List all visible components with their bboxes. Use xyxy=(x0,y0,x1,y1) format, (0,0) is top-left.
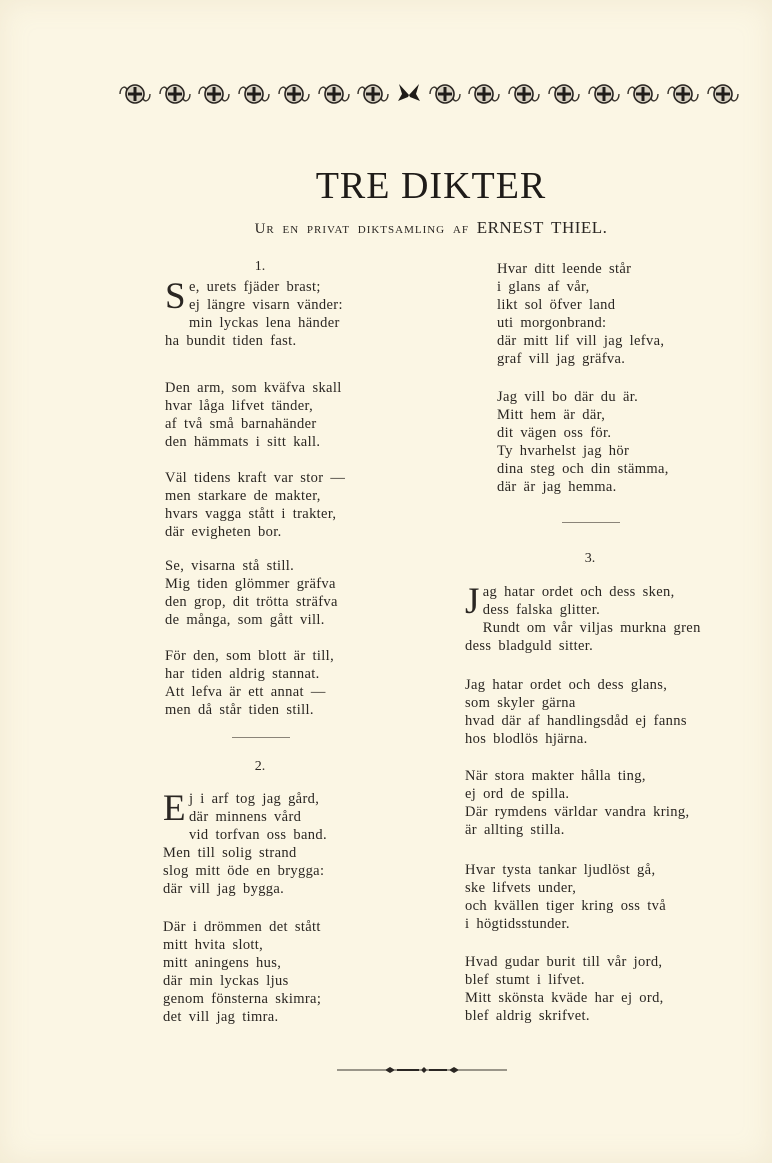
verse-line: Hvad gudar burit till vår jord, xyxy=(465,954,663,970)
verse-line: men starkare de makter, xyxy=(165,487,321,504)
verse-line: den hämmats i sitt kall. xyxy=(165,433,321,450)
cross-medallion-ornament-icon xyxy=(507,81,541,107)
verse-line: Jag hatar ordet och dess glans, xyxy=(465,677,668,693)
stanza xyxy=(165,648,334,720)
verse-line: i högtidsstunder. xyxy=(465,915,570,932)
stanza xyxy=(497,389,669,496)
verse-line: där vill jag bygga. xyxy=(163,880,285,897)
stanza xyxy=(165,470,345,542)
cross-medallion-ornament-icon xyxy=(356,81,390,107)
cross-medallion-ornament-icon xyxy=(118,81,152,107)
verse-line: ej ord de spilla. xyxy=(465,785,570,802)
verse-line: där minnens vård xyxy=(188,808,302,825)
verse-line: När stora makter hålla ting, xyxy=(465,768,646,784)
cross-medallion-ornament-icon xyxy=(158,81,192,107)
verse-line: ej längre visarn vänder: xyxy=(188,296,343,313)
cross-medallion-ornament-icon xyxy=(467,81,501,107)
verse-line: hos blodlös hjärna. xyxy=(465,730,588,747)
stanza xyxy=(165,380,342,452)
verse-line: dit vägen oss för. xyxy=(497,424,612,441)
stanza xyxy=(497,261,664,368)
verse-line: har tiden aldrig stannat. xyxy=(165,665,320,682)
verse-line: uti morgonbrand: xyxy=(497,314,607,331)
cross-medallion-ornament-icon xyxy=(317,81,351,107)
verse-line: likt sol öfver land xyxy=(497,296,616,313)
verse-line: Där rymdens världar vandra kring, xyxy=(465,803,690,820)
cross-medallion-ornament-icon xyxy=(666,81,700,107)
verse-line: Hvar tysta tankar ljudlöst gå, xyxy=(465,862,656,878)
cross-medallion-ornament-icon xyxy=(706,81,740,107)
verse-line: ske lifvets under, xyxy=(465,879,577,896)
end-ornament-icon xyxy=(337,1064,507,1076)
verse-line: blef stumt i lifvet. xyxy=(465,971,585,988)
verse-line: i glans af vår, xyxy=(497,278,590,295)
subtitle-author: ERNEST THIEL. xyxy=(476,218,608,237)
verse-line: slog mitt öde en brygga: xyxy=(163,862,325,879)
stanza xyxy=(163,919,321,1026)
stanza xyxy=(465,862,666,934)
verse-line: Mig tiden glömmer gräfva xyxy=(165,575,336,592)
verse-line: Väl tidens kraft var stor — xyxy=(165,470,346,486)
verse-line: mitt hvita slott, xyxy=(163,936,264,953)
cross-medallion-ornament-icon xyxy=(547,81,581,107)
cross-medallion-ornament-icon xyxy=(626,81,660,107)
verse-line: Att lefva är ett annat — xyxy=(165,683,326,700)
stanza xyxy=(465,768,689,840)
verse-line: Ty hvarhelst jag hör xyxy=(497,442,630,459)
verse-line: Men till solig strand xyxy=(163,844,297,861)
stanza xyxy=(163,788,327,898)
verse-line: vid torfvan oss band. xyxy=(188,826,327,843)
verse-line: där mitt lif vill jag lefva, xyxy=(497,332,665,349)
cross-medallion-ornament-icon xyxy=(237,81,271,107)
drop-cap: E xyxy=(163,788,186,829)
verse-line: mitt aningens hus, xyxy=(163,954,282,971)
page-title: TRE DIKTER xyxy=(315,165,547,207)
verse-line: Jag vill bo där du är. xyxy=(497,389,639,405)
section-divider xyxy=(232,737,290,738)
verse-line: Mitt hem är där, xyxy=(497,406,606,423)
verse-line: det vill jag timra. xyxy=(163,1008,279,1025)
stanza xyxy=(165,558,338,630)
verse-line: af två små barnahänder xyxy=(165,415,317,432)
stanza xyxy=(165,276,343,351)
verse-line: och kvällen tiger kring oss två xyxy=(465,897,667,914)
cross-medallion-ornament-icon xyxy=(587,81,621,107)
verse-line: Hvar ditt leende står xyxy=(497,261,632,277)
poem-number: 3. xyxy=(584,551,596,566)
verse-line: hvars vagga stått i trakter, xyxy=(165,505,337,522)
verse-line: som skyler gärna xyxy=(465,694,576,711)
verse-line: dess falska glitter. xyxy=(482,601,601,618)
verse-line: men då står tiden still. xyxy=(165,701,314,718)
section-divider xyxy=(562,522,620,523)
cross-medallion-ornament-icon xyxy=(428,81,462,107)
verse-line: den grop, dit trötta sträfva xyxy=(165,593,338,610)
verse-line: Där i drömmen det stått xyxy=(163,919,321,935)
drop-cap: S xyxy=(165,276,186,317)
verse-line: blef aldrig skrifvet. xyxy=(465,1007,590,1024)
stanza xyxy=(465,954,664,1026)
cross-medallion-ornament-icon xyxy=(197,81,231,107)
poem-number: 1. xyxy=(254,259,266,274)
verse-line: För den, som blott är till, xyxy=(165,648,335,664)
header-ornament-border xyxy=(118,80,740,108)
verse-line: dess bladguld sitter. xyxy=(465,637,594,654)
verse-line: Den arm, som kväfva skall xyxy=(165,380,342,396)
cross-medallion-ornament-icon xyxy=(277,81,311,107)
page-subtitle xyxy=(0,218,772,238)
verse-line: Rundt om vår viljas murkna gren xyxy=(482,619,701,636)
verse-line: ha bundit tiden fast. xyxy=(165,332,297,349)
verse-line: genom fönsterna skimra; xyxy=(163,990,322,1007)
drop-cap: J xyxy=(465,581,480,622)
verse-line: hvad där af handlingsdåd ej fanns xyxy=(465,712,687,729)
verse-line: där evigheten bor. xyxy=(165,523,282,540)
verse-line: hvar låga lifvet tänder, xyxy=(165,397,314,414)
verse-line: Se, visarna stå still. xyxy=(165,558,295,574)
subtitle-prefix: Ur en privat diktsamling af xyxy=(254,221,469,237)
verse-line: ag hatar ordet och dess sken, xyxy=(482,584,675,600)
verse-line: Mitt skönsta kväde har ej ord, xyxy=(465,989,664,1006)
verse-line: j i arf tog jag gård, xyxy=(188,791,320,807)
verse-line: där min lyckas ljus xyxy=(163,972,289,989)
stanza xyxy=(465,581,701,656)
verse-line: graf vill jag gräfva. xyxy=(497,350,626,367)
poem-number: 2. xyxy=(254,759,266,774)
verse-line: är allting stilla. xyxy=(465,821,565,838)
stanza xyxy=(465,677,687,749)
verse-line: dina steg och din stämma, xyxy=(497,460,669,477)
verse-line: där är jag hemma. xyxy=(497,478,617,495)
verse-line: min lyckas lena händer xyxy=(188,314,340,331)
butterfly-ornament-icon xyxy=(396,81,422,107)
verse-line: e, urets fjäder brast; xyxy=(188,279,321,295)
verse-line: de många, som gått vill. xyxy=(165,611,325,628)
